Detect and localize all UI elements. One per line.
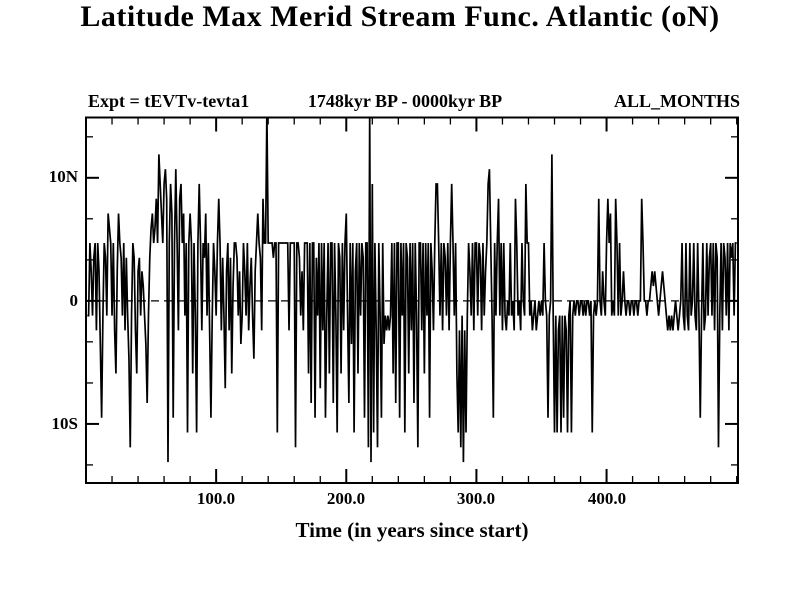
x-axis-title: Time (in years since start) — [295, 518, 529, 542]
x-tick-label-200: 200.0 — [326, 489, 366, 508]
time-range-label: 1748kyr BP - 0000kyr BP — [307, 91, 503, 111]
months-label: ALL_MONTHS — [613, 91, 740, 111]
experiment-label: Expt = tEVTv-tevta1 — [88, 91, 250, 111]
y-tick-label-0: 0 — [69, 291, 78, 310]
y-tick-label-10n: 10N — [48, 167, 78, 186]
x-tick-label-400: 400.0 — [587, 489, 627, 508]
x-tick-label-300: 300.0 — [456, 489, 496, 508]
x-tick-label-100: 100.0 — [196, 489, 236, 508]
y-tick-label-10s: 10S — [51, 414, 78, 433]
chart-title: Latitude Max Merid Stream Func. Atlantic (oN) — [80, 0, 720, 33]
